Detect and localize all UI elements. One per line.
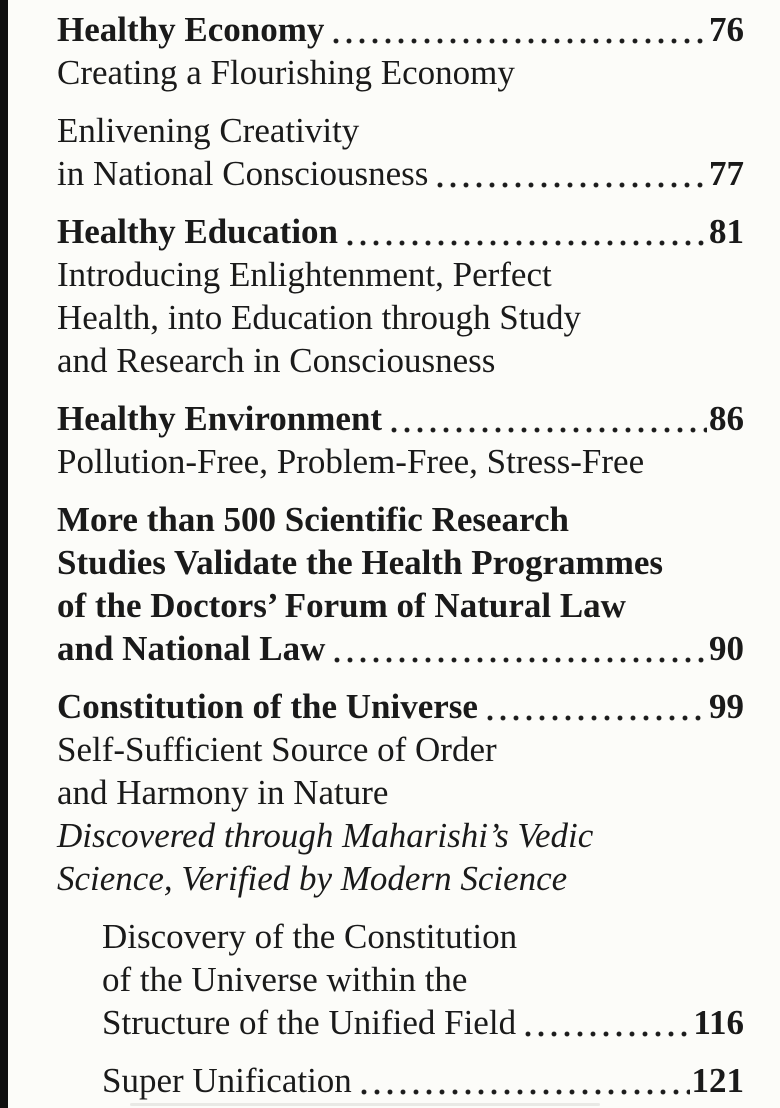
toc-entry-title: Healthy Economy [57, 10, 325, 49]
toc-line [57, 296, 744, 339]
toc-line [57, 728, 744, 771]
toc-entry-subtitle: Health, into Education through Study [57, 298, 581, 337]
toc-line [57, 498, 744, 541]
toc-entry-subtitle: Introducing Enlightenment, Perfect [57, 255, 552, 294]
toc-entry-subtitle: and Harmony in Nature [57, 773, 389, 812]
toc-entry-subtitle: Self-Sufficient Source of Order [57, 730, 497, 769]
scan-artifact [130, 1103, 600, 1106]
toc-entry-subtitle: Pollution-Free, Problem-Free, Stress-Free [57, 442, 645, 481]
toc-line [57, 958, 744, 1001]
toc-line [57, 627, 744, 670]
toc-page-number: 90 [709, 629, 744, 668]
toc-line [57, 1001, 744, 1044]
toc-page-number: 81 [709, 212, 744, 251]
toc-page-number: 116 [693, 1003, 744, 1042]
dot-leader [347, 240, 707, 246]
toc-line [57, 253, 744, 296]
toc-line [57, 814, 744, 857]
toc-line [57, 771, 744, 814]
toc-page-number: 121 [691, 1061, 744, 1100]
toc-line [57, 397, 744, 440]
toc-entry-title: Healthy Environment [57, 399, 383, 438]
toc-page-number: 99 [709, 687, 744, 726]
dot-leader [525, 1031, 691, 1037]
toc-page-number: 86 [709, 399, 744, 438]
toc-line [57, 584, 744, 627]
toc-entry-title: Super Unification [102, 1061, 352, 1100]
toc-line [57, 8, 744, 51]
toc-entry-title: Enlivening Creativity [57, 111, 360, 150]
toc-entry-note: Discovered through Maharishi’s Vedic [57, 816, 594, 855]
dot-leader [334, 657, 707, 663]
dot-leader [487, 715, 707, 721]
toc-entry-title: Studies Validate the Health Programmes [57, 543, 664, 582]
dot-leader [361, 1089, 690, 1095]
toc-line [57, 440, 744, 483]
toc-line [57, 339, 744, 382]
toc-entry-title: Structure of the Unified Field [102, 1003, 517, 1042]
toc-entry-title: of the Universe within the [102, 960, 468, 999]
toc-line [57, 1059, 744, 1102]
toc-entry-title: of the Doctors’ Forum of Natural Law [57, 586, 626, 625]
toc-entry-subtitle: Creating a Flourishing Economy [57, 53, 515, 92]
toc-content [57, 8, 744, 1102]
toc-line [57, 210, 744, 253]
toc-line [57, 685, 744, 728]
toc-page-number: 77 [709, 154, 744, 193]
toc-line [57, 915, 744, 958]
toc-line [57, 51, 744, 94]
toc-entry-subtitle: and Research in Consciousness [57, 341, 496, 380]
toc-entry-title: Discovery of the Constitution [102, 917, 518, 956]
toc-entry-title: Constitution of the Universe [57, 687, 478, 726]
toc-line [57, 152, 744, 195]
dot-leader [333, 38, 707, 44]
toc-entry-title: and National Law [57, 629, 326, 668]
page-spine-edge [0, 0, 8, 1108]
toc-line [57, 857, 744, 900]
dot-leader [437, 182, 707, 188]
toc-page-number: 76 [709, 10, 744, 49]
toc-entry-title: in National Consciousness [57, 154, 429, 193]
toc-entry-title: Healthy Education [57, 212, 339, 251]
toc-line [57, 109, 744, 152]
toc-line [57, 541, 744, 584]
toc-entry-title: More than 500 Scientific Research [57, 500, 569, 539]
toc-entry-note: Science, Verified by Modern Science [57, 859, 568, 898]
dot-leader [391, 427, 707, 433]
